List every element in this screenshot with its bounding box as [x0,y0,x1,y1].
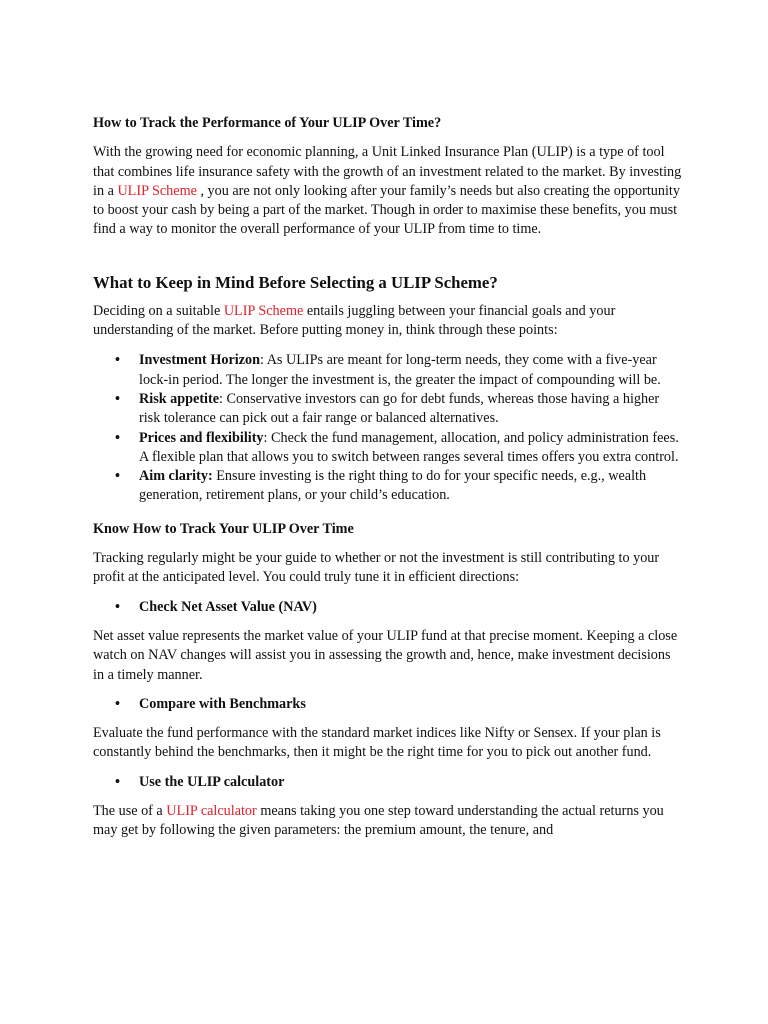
bullet-term: Prices and flexibility [139,429,264,446]
section1-paragraph [93,302,683,341]
bullet-text: Ensure investing is the right thing to do for your specific needs, e.g., wealth generation, retirement plans, or your child’s education. [139,468,647,504]
bullet-icon: • [115,695,120,712]
nav-label: Check Net Asset Value (NAV) [139,598,317,615]
section1-heading: What to Keep in Mind Before Selecting a ULIP Scheme? [93,272,498,292]
calculator-paragraph [93,802,683,841]
bullet-icon: • [115,352,120,369]
section2-heading: Know How to Track Your ULIP Over Time [93,520,354,537]
bullet-text: : Conservative investors can go for debt funds, whereas those having a higher risk tolerance can pick out a fair range or balanced alternatives. [139,390,660,427]
section1-text-2: entails juggling between your financial goals and your understanding of the market. Before putting money in, think through these points: [93,302,616,339]
bullet-icon: • [115,429,120,446]
considerations-list [93,351,683,505]
nav-paragraph: Net asset value represents the market value of your ULIP fund at that precise moment. Keeping a close watch on NAV changes will assist you in assessing the growth and, hence, make investment decisions in a timely manner. [93,627,678,683]
calculator-text-1: The use of a [93,803,167,820]
intro-text-1: With the growing need for economic planning, a Unit Linked Insurance Plan (ULIP) is a type of tool that combines life insurance safety with the growth of an investment related to the market. By investing in a [93,144,682,199]
benchmarks-label: Compare with Benchmarks [139,695,306,712]
calculator-label: Use the ULIP calculator [139,773,285,790]
bullet-text: : As ULIPs are meant for long-term needs, they come with a five-year lock-in period. The longer the investment is, the greater the impact of compounding will be. [139,352,661,388]
benchmarks-paragraph: Evaluate the fund performance with the standard market indices like Nifty or Sensex. If your plan is constantly behind the benchmarks, then it might be the right time for you to pick out another fund. [93,725,661,761]
calculator-subheading [93,773,683,792]
ulip-calculator-link[interactable]: ULIP calculator [166,803,257,820]
intro-paragraph [93,143,683,239]
bullet-icon: • [115,390,120,407]
list-item [93,429,683,468]
bullet-term: Risk appetite [139,390,220,407]
document-body [93,114,683,841]
ulip-scheme-link-2[interactable]: ULIP Scheme [223,302,304,319]
bullet-term: Investment Horizon [139,352,260,369]
bullet-icon: • [115,598,120,615]
list-item [93,390,683,429]
list-item [93,467,683,506]
intro-text-2: , you are not only looking after your family’s needs but also creating the opportunity to boost your cash by being a part of the market. Though in order to maximise these benefits, you must find a way to monitor the overall performance of your ULIP from time to time. [93,182,680,238]
bullet-text: : Check the fund management, allocation, and policy administration fees. A flexible plan that allows you to switch between ranges several times offers you extra control. [139,429,679,465]
section2-paragraph: Tracking regularly might be your guide to whether or not the investment is still contributing to your profit at the anticipated level. You could truly tune it in efficient directions: [93,550,660,586]
bullet-term: Aim clarity: [139,468,213,485]
benchmarks-subheading [93,695,683,714]
document-title: How to Track the Performance of Your ULIP Over Time? [93,115,442,131]
nav-subheading [93,598,683,617]
ulip-scheme-link[interactable]: ULIP Scheme [117,182,197,199]
section1-text-1: Deciding on a suitable [93,302,224,319]
list-item [93,351,683,390]
bullet-icon: • [115,468,120,485]
calculator-text-2: means taking you one step toward understanding the actual returns you may get by following the given parameters: the premium amount, the tenure, and [93,803,664,839]
bullet-icon: • [115,773,120,790]
